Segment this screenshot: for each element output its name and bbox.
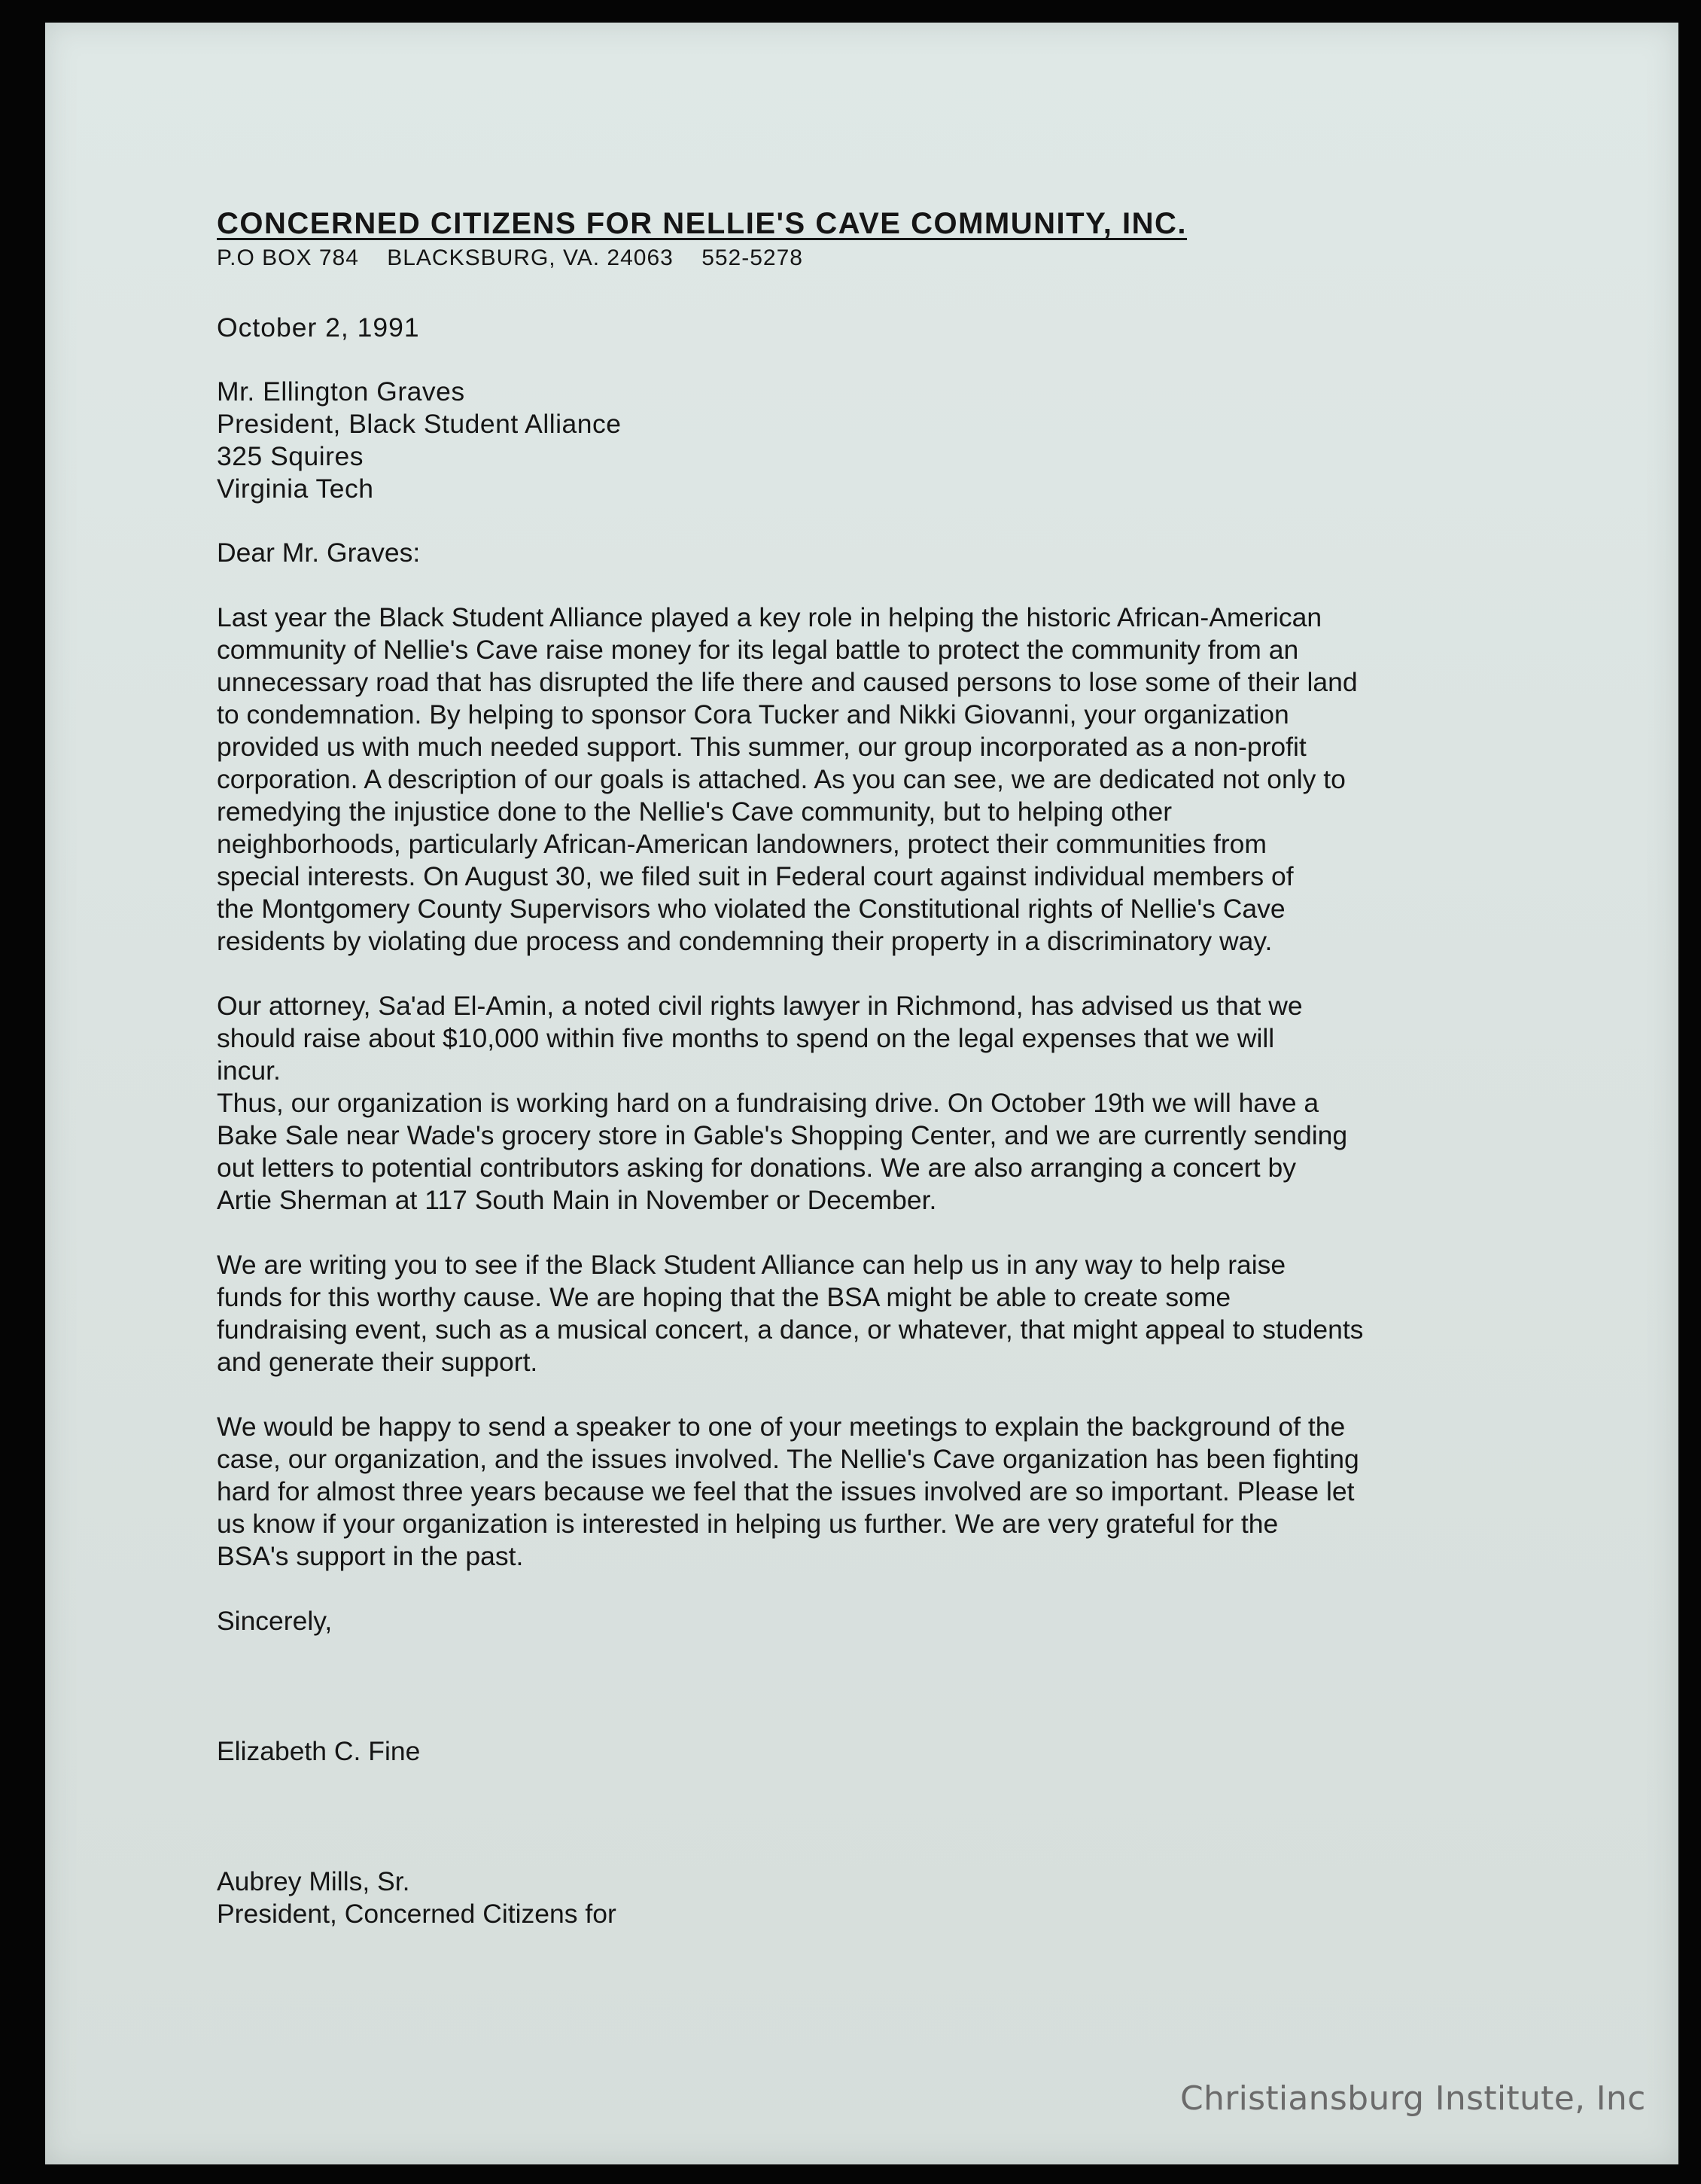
signer-1-name: Elizabeth C. Fine: [217, 1736, 421, 1766]
signer-2-block: [217, 1866, 1572, 1930]
body-paragraph-4: We are writing you to see if the Black Student Alliance can help us in any way to help raise funds for this worthy cause. We are hoping that the BSA might be able to create some fundraising event, such as a musical concert, a dance, or whatever, that might appeal to students and generate their support.: [217, 1250, 1364, 1377]
organization-name: CONCERNED CITIZENS FOR NELLIE'S CAVE COMMUNITY, INC.: [217, 207, 1188, 240]
organization-address: P.O BOX 784 BLACKSBURG, VA. 24063 552-5278: [217, 245, 803, 270]
recipient-institution: Virginia Tech: [217, 474, 374, 504]
signer-2-title: President, Concerned Citizens for: [217, 1899, 616, 1929]
closing: Sincerely,: [217, 1606, 333, 1636]
archive-watermark: Christiansburg Institute, Inc: [1180, 2079, 1646, 2118]
recipient-block: [217, 376, 1572, 505]
letterhead: [217, 203, 1572, 273]
recipient-name: Mr. Ellington Graves: [217, 376, 465, 407]
letter-page: [45, 23, 1678, 2164]
signer-2-name: Aubrey Mills, Sr.: [217, 1866, 410, 1896]
recipient-street: 325 Squires: [217, 441, 364, 471]
body-paragraph-1: Last year the Black Student Alliance played a key role in helping the historic African-American community of Nellie's Cave raise money for its legal battle to protect the community from an unnecessary road that has disrupted the life there and caused persons to lose some of their land to condemnation. By helping to sponsor Cora Tucker and Nikki Giovanni, your organization provided us with much needed support. This summer, our group incorporated as a non-profit corporation. A description of our goals is attached. As you can see, we are dedicated not only to remedying the injustice done to the Nellie's Cave community, but to helping other neighborhoods, particularly African-American landowners, protect their communities from special interests. On August 30, we filed suit in Federal court against individual members of the Montgomery County Supervisors who violated the Constitutional rights of Nellie's Cave residents by violating due process and condemning their property in a discriminatory way.: [217, 602, 1358, 956]
salutation: Dear Mr. Graves:: [217, 538, 421, 568]
recipient-title: President, Black Student Alliance: [217, 409, 622, 439]
body-paragraph-2: Our attorney, Sa'ad El-Amin, a noted civil rights lawyer in Richmond, has advised us that we should raise about $10,000 within five months to spend on the legal expenses that we will incur.: [217, 991, 1303, 1086]
letter-date: October 2, 1991: [217, 312, 420, 343]
body-paragraph-3: Thus, our organization is working hard on a fundraising drive. On October 19th we will have a Bake Sale near Wade's grocery store in Gable's Shopping Center, and we are currently sending out letters to potential contributors asking for donations. We are also arranging a concert by Artie Sherman at 117 South Main in November or December.: [217, 1088, 1348, 1215]
letter-content: [217, 203, 1572, 1930]
body-paragraph-5: We would be happy to send a speaker to one of your meetings to explain the background of the case, our organization, and the issues involved. The Nellie's Cave organization has been fighting hard for almost three years because we feel that the issues involved are so important. Please let us know if your organization is interested in helping us further. We are very grateful for the BSA's support in the past.: [217, 1412, 1359, 1571]
